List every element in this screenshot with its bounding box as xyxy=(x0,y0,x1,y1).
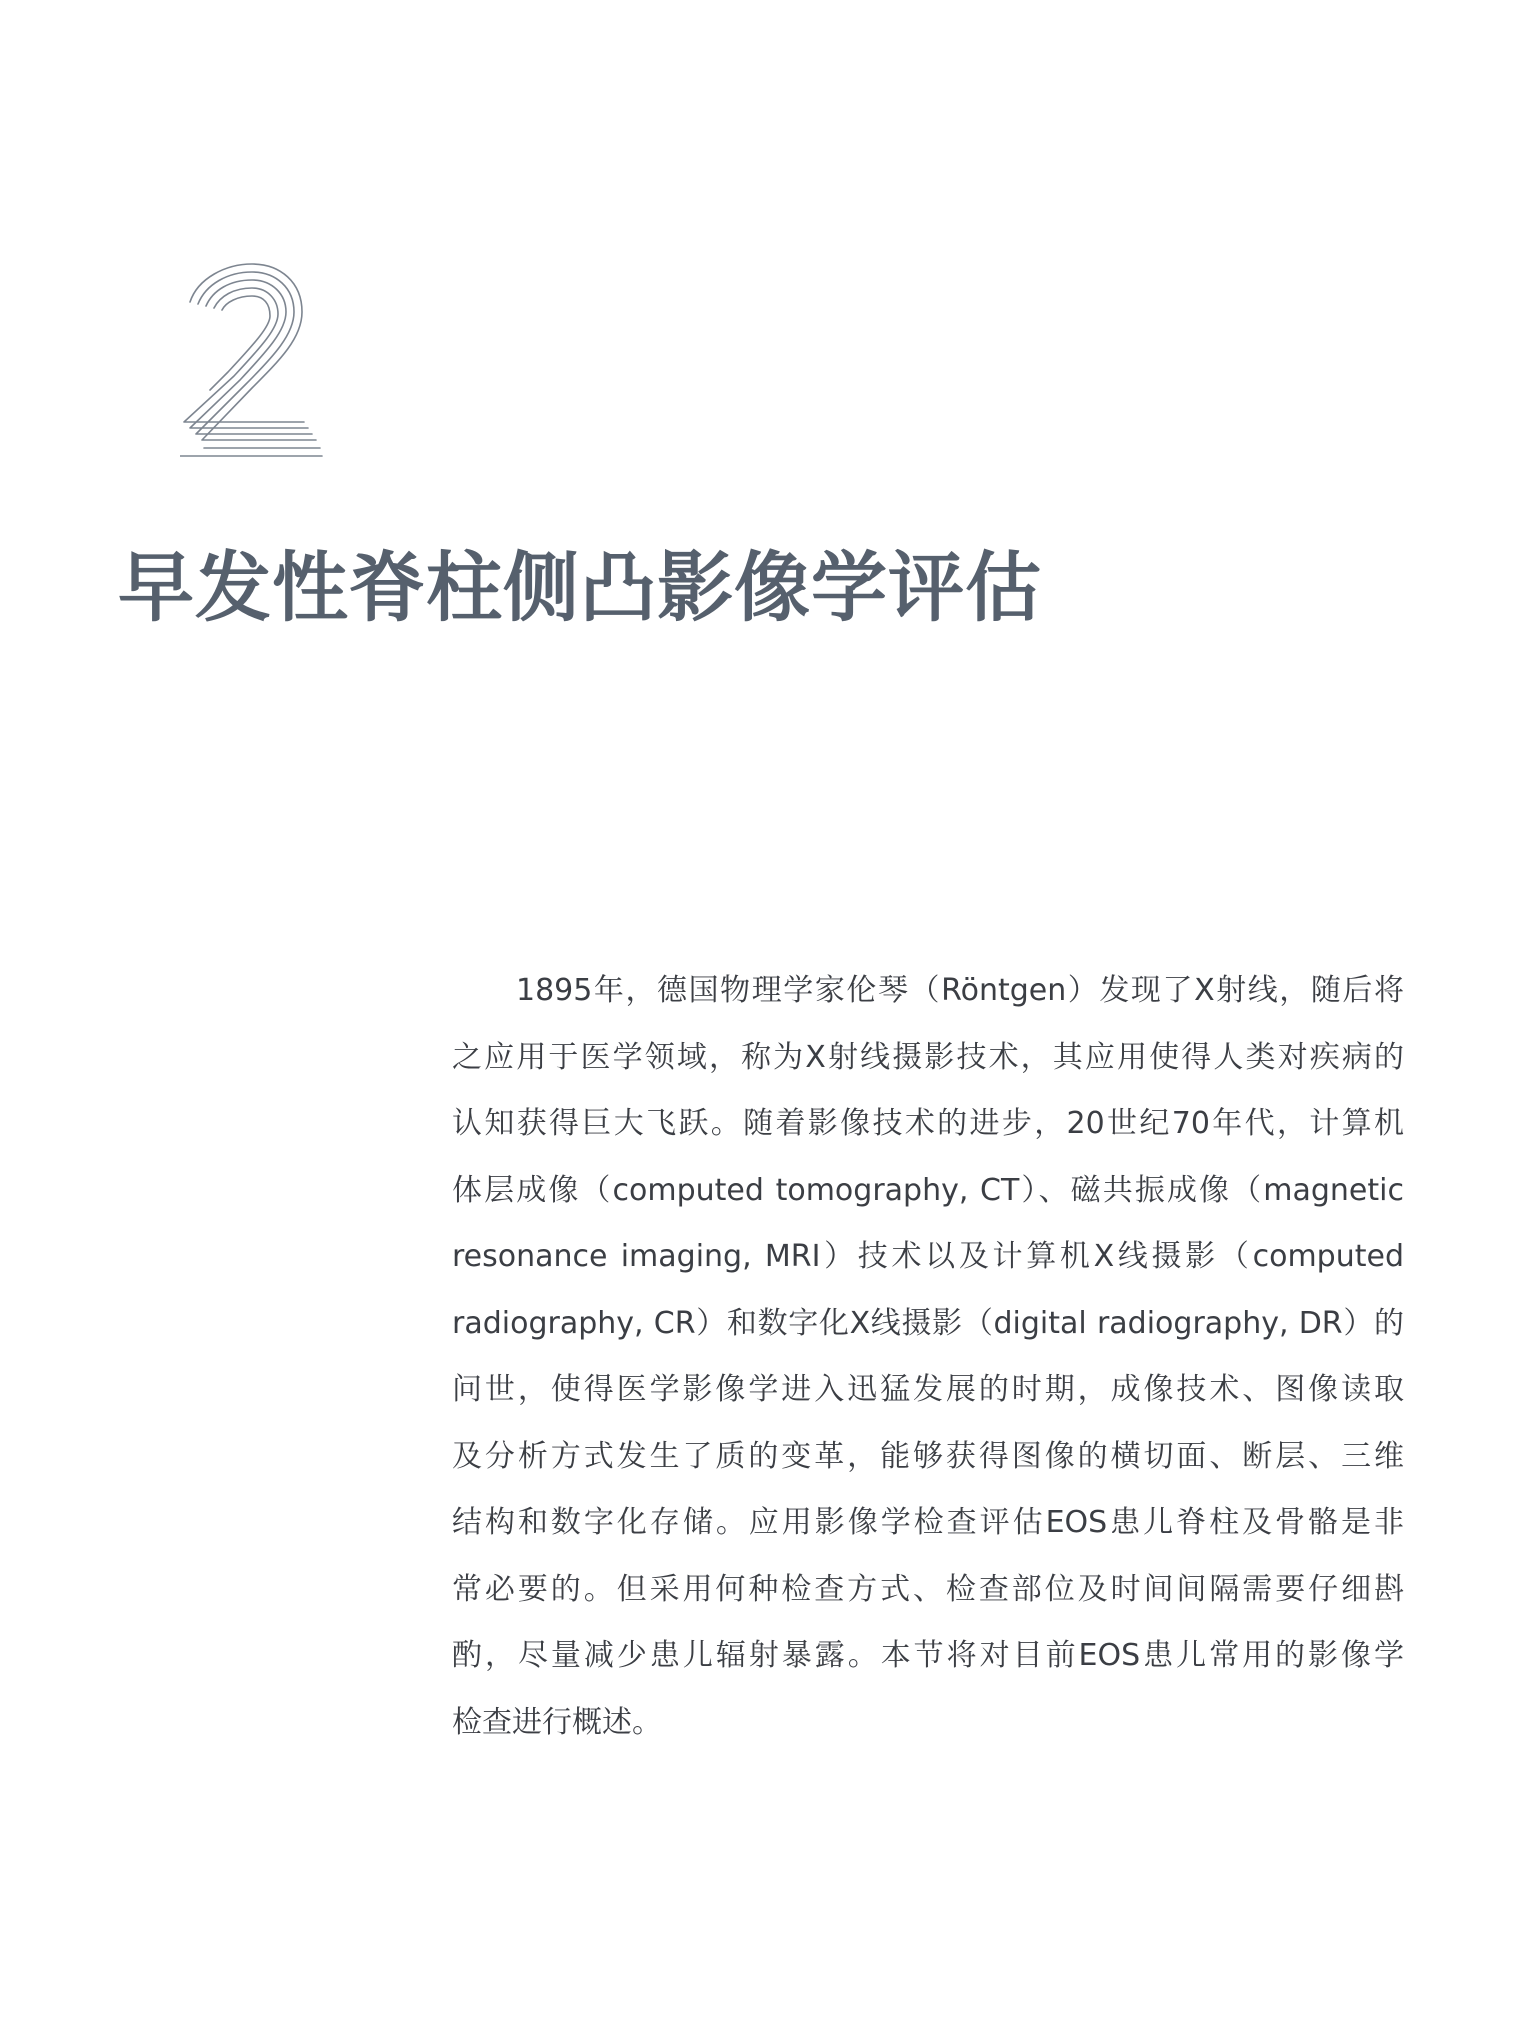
paragraph-line: 结构和数字化存储。应用影像学检查评估EOS患儿脊柱及骨骼是非 xyxy=(452,1505,1404,1540)
paragraph-line: 体层成像（computed tomography, CT）、磁共振成像（magnetic xyxy=(452,1172,1404,1208)
paragraph-line: 问世，使得医学影像学进入迅猛发展的时期，成像技术、图像读取 xyxy=(452,1372,1404,1407)
paragraph-line: 1895年，德国物理学家伦琴（Röntgen）发现了X射线，随后将 xyxy=(516,973,1404,1008)
paragraph-line: 认知获得巨大飞跃。随着影像技术的进步，20世纪70年代，计算机 xyxy=(452,1106,1404,1141)
paragraph-line: radiography, CR）和数字化X线摄影（digital radiography, DR）的 xyxy=(452,1305,1404,1341)
chapter-number-graphic xyxy=(180,262,330,462)
paragraph-line: 常必要的。但采用何种检查方式、检查部位及时间间隔需要仔细斟 xyxy=(452,1571,1404,1607)
chapter-title: 早发性脊柱侧凸影像学评估 xyxy=(118,543,1042,632)
paragraph-line: 及分析方式发生了质的变革，能够获得图像的横切面、断层、三维 xyxy=(452,1438,1404,1474)
paragraph-line: resonance imaging, MRI）技术以及计算机X线摄影（computed xyxy=(452,1239,1404,1274)
paragraph-line: 酌，尽量减少患儿辐射暴露。本节将对目前EOS患儿常用的影像学 xyxy=(452,1638,1404,1673)
paragraph-line: 之应用于医学领域，称为X射线摄影技术，其应用使得人类对疾病的 xyxy=(452,1039,1404,1075)
body-paragraph xyxy=(452,958,1404,1756)
paragraph-line: 检查进行概述。 xyxy=(452,1704,662,1740)
